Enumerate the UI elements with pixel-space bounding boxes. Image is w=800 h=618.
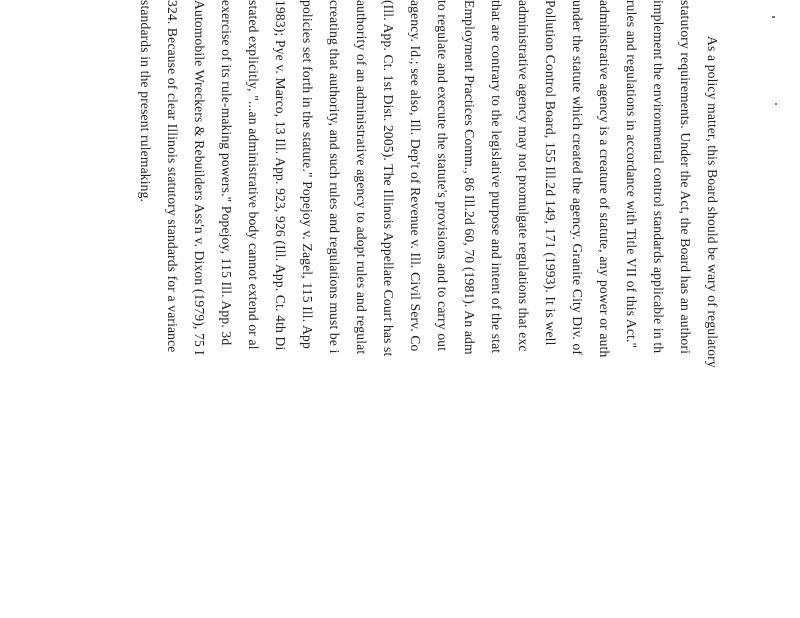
text-line: authority of an administrative agency to adopt rules and regulat [354,0,369,355]
text-line: standards in the present rulemaking. [138,0,153,203]
text-line: administrative agency may not promulgate regulations that exc [516,0,531,352]
text-line: As a policy matter, this Board should be wary of regulatory [705,36,720,368]
text-line: agency. Id.; see also, Ill. Dep't of Revenue v. Ill. Civil Serv. Co [408,0,423,352]
scan-speck [772,16,775,18]
text-line: administrative agency is a creature of statute, any power or auth [597,0,612,358]
text-line: 1983); Pye v. Marco, 13 Ill. App. 923, 926 (Ill. App. Ct. 4th Di [273,0,288,351]
text-line: Employment Practices Comm., 86 Ill.2d 60, 70 (1981). An adm [462,0,477,355]
text-line: exercise of its rule-making powers." Popejoy, 115 Ill. App. 3d [219,0,234,346]
scan-speck [775,103,777,105]
text-line: that are contrary to the legislative purpose and intent of the stat [489,0,504,354]
text-line: (Ill. App. Ct. 1st Dist. 2005). The Illinois Appellate Court has st [381,0,396,357]
text-line: implement the environmental control standards applicable in th [651,0,666,354]
text-line: 324. Because of clear Illinois statutory standards for a variance [165,0,180,353]
text-line: policies set forth in the statute." Popejoy v. Zagel, 115 Ill. App [300,0,315,349]
text-line: rules and regulations in accordance with Title VII of this Act." [624,0,639,349]
text-line: statutory requirements. Under the Act, the Board has an authori [678,0,693,355]
text-line: under the statute which created the agency. Granite City Div. of [570,0,585,356]
text-line: creating that authority, and such rules and regulations must be i [327,0,342,354]
text-line: to regulate and execute the statute's provisions and to carry out [435,0,450,352]
text-line: stated explicitly, "...an administrative body cannot extend or al [246,0,261,350]
text-line: Pollution Control Board, 155 Ill.2d 149, 171 (1993). It is well [543,0,558,346]
text-line: Automobile Wreckers & Rebuilders Ass'n v. Dixon (1979), 75 I [192,0,207,356]
